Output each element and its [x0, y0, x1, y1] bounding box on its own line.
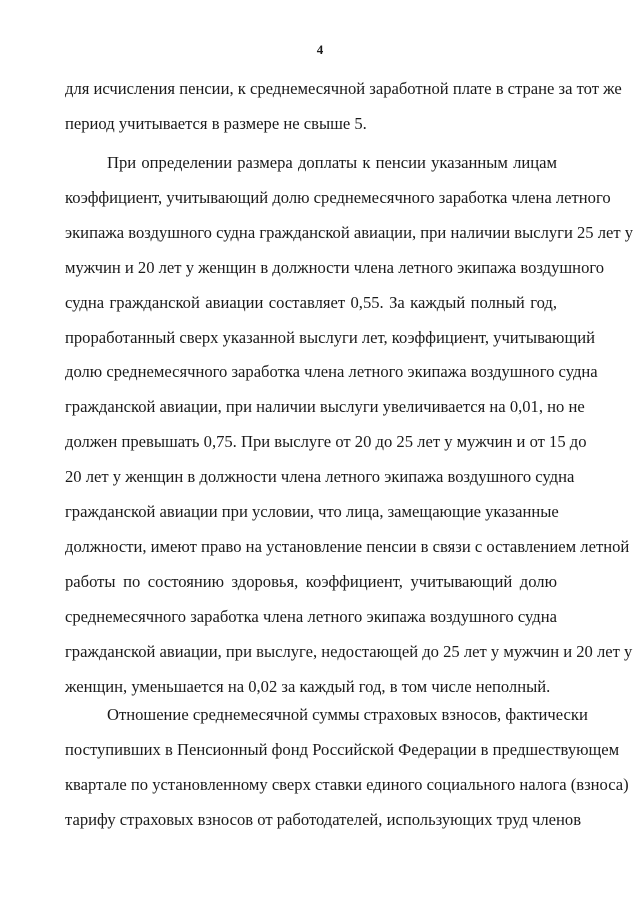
paragraph-contributions	[65, 698, 629, 838]
paragraph-coefficient	[65, 146, 634, 705]
text-line: квартале по установленному сверх ставки единого социального налога (взноса)	[65, 774, 629, 794]
text-line: 20 лет у женщин в должности члена летного экипажа воздушного судна	[65, 467, 575, 487]
text-line: гражданской авиации при условии, что лица, замещающие указанные	[65, 502, 559, 522]
text-line: период учитывается в размере не свыше 5.	[65, 113, 367, 133]
text-line: среднемесячного заработка члена летного экипажа воздушного судна	[65, 606, 557, 626]
text-line: долю среднемесячного заработка члена летного экипажа воздушного судна	[65, 362, 598, 382]
text-line: должен превышать 0,75. При выслуге от 20 до 25 лет у мужчин и от 15 до	[65, 432, 587, 452]
text-line: судна гражданской авиации составляет 0,55. За каждый полный год,	[65, 292, 557, 312]
text-line: гражданской авиации, при наличии выслуги увеличивается на 0,01, но не	[65, 397, 585, 417]
text-line: гражданской авиации, при выслуге, недостающей до 25 лет у мужчин и 20 лет у	[65, 641, 633, 661]
text-line: для исчисления пенсии, к среднемесячной заработной плате в стране за тот же	[65, 79, 622, 98]
text-line: При определении размера доплаты к пенсии указанным лицам	[107, 153, 557, 172]
text-line: мужчин и 20 лет у женщин в должности члена летного экипажа воздушного	[65, 257, 605, 277]
text-line: экипажа воздушного судна гражданской авиации, при наличии выслуги 25 лет у	[65, 222, 634, 242]
text-line: проработанный сверх указанной выслуги лет, коэффициент, учитывающий	[65, 327, 595, 347]
page-number: 4	[316, 42, 324, 57]
text-line: должности, имеют право на установление пенсии в связи с оставлением летной	[65, 536, 630, 556]
paragraph-continuation	[65, 72, 622, 142]
text-line: женщин, уменьшается на 0,02 за каждый год, в том числе неполный.	[65, 676, 551, 696]
text-line: Отношение среднемесячной суммы страховых взносов, фактически	[107, 705, 588, 724]
text-line: коэффициент, учитывающий долю среднемесячного заработка члена летного	[65, 187, 611, 207]
text-line: работы по состоянию здоровья, коэффициент, учитывающий долю	[65, 571, 557, 591]
text-line: поступивших в Пенсионный фонд Российской Федерации в предшествующем	[65, 739, 620, 759]
text-line: тарифу страховых взносов от работодателей, использующих труд членов	[65, 809, 582, 829]
